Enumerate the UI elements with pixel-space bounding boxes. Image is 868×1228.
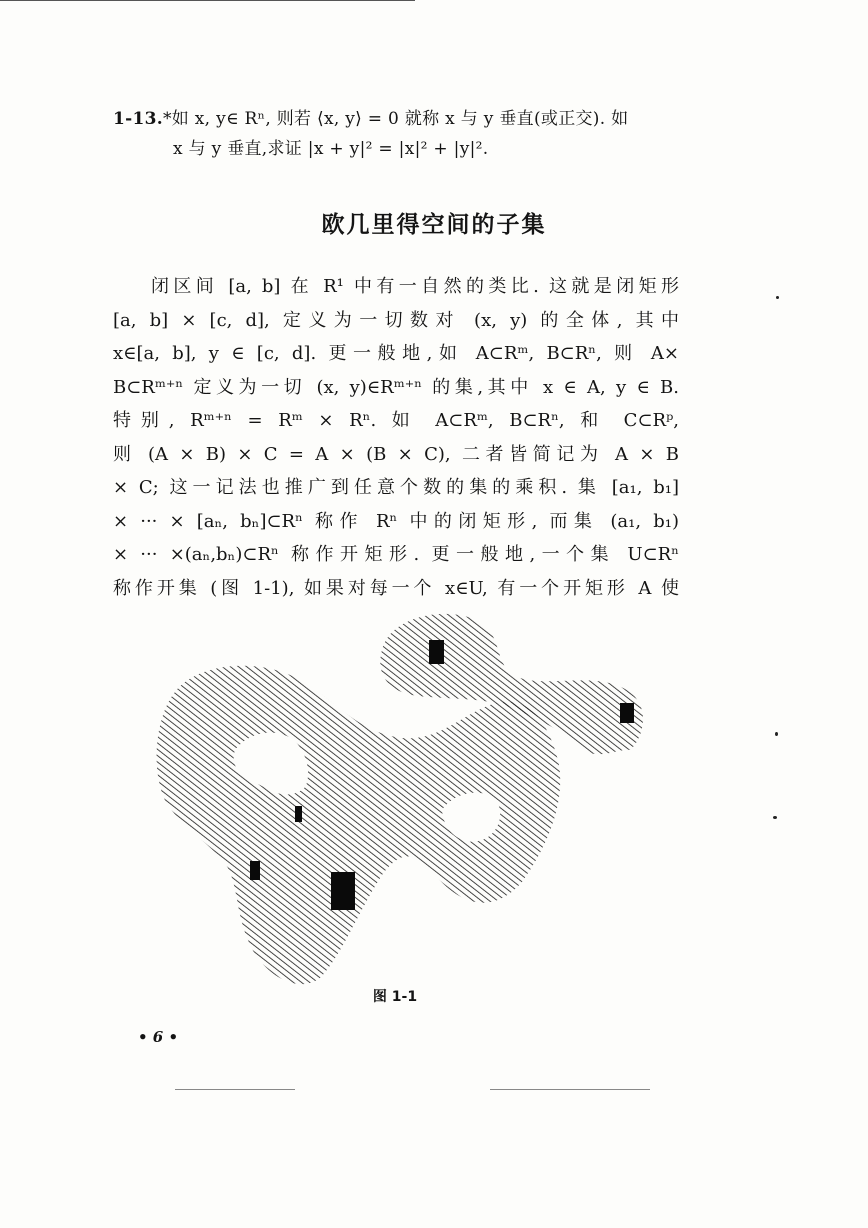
body-paragraph <box>113 270 679 605</box>
paragraph-text: 则 (A × B) × C = A × (B × C), 二者皆简记为 A × B <box>113 443 679 465</box>
paragraph-line <box>113 337 679 371</box>
paragraph-line <box>113 404 679 438</box>
paragraph-line <box>113 438 679 472</box>
scan-edge-line <box>175 1089 295 1090</box>
exercise-1-13 <box>113 104 683 164</box>
defined-term: 开集 <box>156 577 201 599</box>
open-rectangle <box>331 872 355 910</box>
paragraph-text: × ··· ×(aₙ,bₙ)⊂Rⁿ 称作 <box>113 544 341 565</box>
paragraph-text: × C; 这一记法也推广到任意个数的集的乘积. 集 [a₁, b₁] <box>113 477 679 498</box>
paragraph-text: × ··· × [aₙ, bₙ]⊂Rⁿ 称作 Rⁿ 中的 <box>113 510 459 532</box>
paragraph-text: 闭区间 [a, b] 在 R¹ 中有一自然的类比. 这就是 <box>151 276 617 297</box>
paragraph-line <box>113 371 679 405</box>
paragraph-text: x∈[a, b], y ∈ [c, d]. 更一般地,如 A⊂Rᵐ, B⊂Rⁿ, 则 A× <box>113 343 679 364</box>
paragraph-line <box>113 270 679 304</box>
figure-caption: 图 1-1 <box>372 989 418 1005</box>
paragraph-line <box>113 304 679 338</box>
scan-edge-line <box>490 1089 650 1090</box>
paragraph-text: B⊂Rᵐ⁺ⁿ 定义为一切 (x, y)∈Rᵐ⁺ⁿ 的集,其中 x ∈ A, y ∈ B. <box>113 376 679 398</box>
defined-term: 闭矩形 <box>616 276 679 297</box>
paragraph-text: 特别, Rᵐ⁺ⁿ = Rᵐ × Rⁿ. 如 A⊂Rᵐ, B⊂Rⁿ, 和 C⊂Rᵖ, <box>113 410 679 431</box>
exercise-line-2: x 与 y 垂直,求证 |x + y|² = |x|² + |y|². <box>173 139 489 159</box>
paragraph-line <box>113 538 679 572</box>
scan-speck <box>776 296 779 299</box>
scan-speck <box>775 732 778 736</box>
open-set-region-lower <box>157 666 561 984</box>
paragraph-text: (图 1-1), 如果对每一个 x∈U, 有一个开矩形 A 使 <box>200 577 680 599</box>
paragraph-line <box>113 505 679 539</box>
exercise-line-1: *如 x, y∈ Rⁿ, 则若 ⟨x, y⟩ = 0 就称 x 与 y 垂直(或正交). 如 <box>162 109 629 129</box>
paragraph-line <box>113 471 679 505</box>
open-set-illustration <box>120 600 680 985</box>
open-rectangle <box>250 861 260 880</box>
exercise-number: 1-13. <box>113 109 163 129</box>
page-number: • 6 • <box>138 1028 179 1046</box>
paragraph-text: , 而集 (a₁, b₁) <box>531 510 679 532</box>
defined-term: 闭矩形 <box>458 510 532 532</box>
scan-speck <box>773 816 777 819</box>
scan-edge-line <box>0 0 415 1</box>
open-rectangle <box>295 806 302 822</box>
paragraph-text: [a, b] × [c, d], 定义为一切数对 (x, y) 的全体, 其中 <box>113 309 679 331</box>
paragraph-text: . 更一般地,一个集 U⊂Rⁿ <box>413 544 679 565</box>
paragraph-text: 称作 <box>113 577 157 599</box>
figure-open-set <box>120 600 680 985</box>
section-title: 欧几里得空间的子集 <box>321 211 547 238</box>
defined-term: 开矩形 <box>340 544 414 565</box>
open-rectangle <box>429 640 444 664</box>
open-rectangle <box>620 703 634 723</box>
